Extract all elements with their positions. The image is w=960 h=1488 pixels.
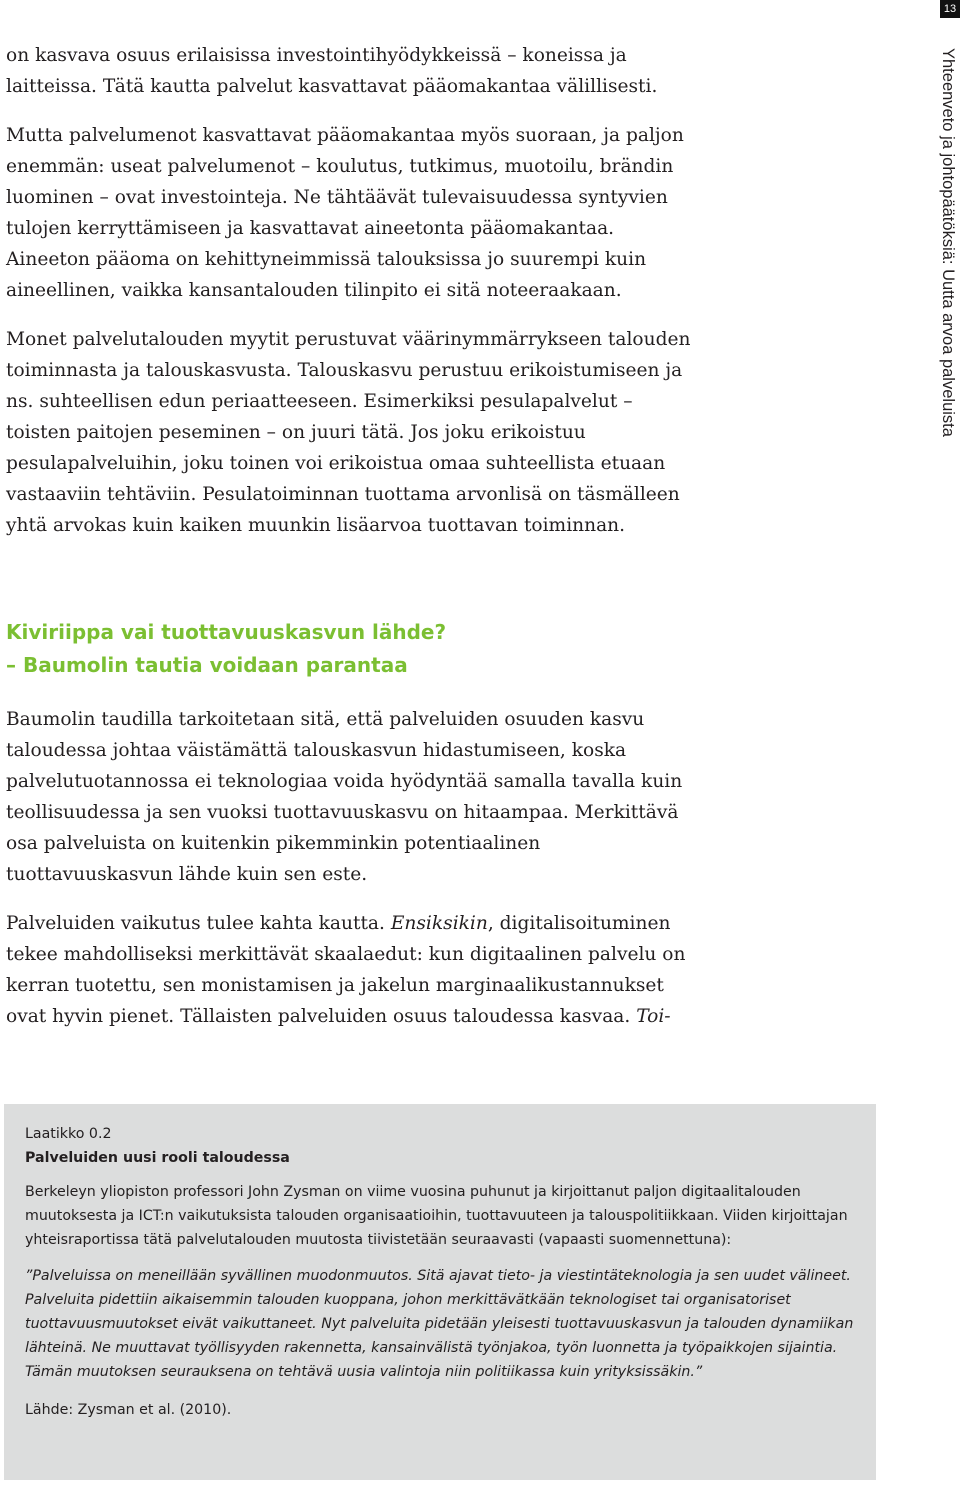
section-heading: [6, 616, 696, 682]
box-quote: ”Palveluissa on meneillään syvällinen muodonmuutos. Sitä ajavat tieto- ja viestintäteknologia ja sen uudet välineet. Palveluita pidettiin aikaisemmin talouden kuoppana, johon merkittävätkään teknologiset tai organisatoriset tuottavuusmuutokset eivät vaikuttaneet. Nyt palveluita pidetään yleisesti tuottavuuskasvun ja talouden dynamiikan lähteinä. Ne muuttavat työllisyyden rakennetta, kansainvälistä työnjakoa, työn luonnetta ja työpaikkojen sijaintia. Tämän muutoksen seurauksena on tehtävä uusia valintoja niin politiikassa kuin yrityksissäkin.”: [25, 1268, 854, 1380]
paragraph-text: , digitalisoituminen tekee mahdolliseksi merkittävät skaalaedut: kun digitaalinen palvelu on kerran tuotettu, sen monistamisen ja jakelun marginaalikustannukset ovat hyvin pienet. Tällaisten palveluiden osuus taloudessa kasvaa.: [6, 913, 686, 1027]
box-title: Palveluiden uusi rooli taloudessa: [25, 1150, 290, 1166]
paragraph: Monet palvelutalouden myytit perustuvat väärinymmärrykseen talouden toiminnasta ja talouskasvusta. Talouskasvu perustuu erikoistumiseen ja ns. suhteellisen edun periaatteeseen. Esimerkiksi pesulapalvelut – toisten paitojen peseminen – on juuri tätä. Jos joku erikoistuu pesulapalveluihin, joku toinen voi erikoistua omaa suhteellista etuaan vastaaviin tehtäviin. Pesulatoiminnan tuottama arvonlisä on täsmälleen yhtä arvokas kuin kaiken muunkin lisäarvoa tuottavan toiminnan.: [6, 329, 691, 536]
section-body: [6, 704, 696, 1050]
section-heading-line-1: Kiviriippa vai tuottavuuskasvun lähde?: [6, 620, 447, 644]
page-number: 13: [940, 0, 960, 18]
box-label: Laatikko 0.2: [25, 1126, 112, 1142]
running-section-title: Yhteenveto ja johtopäätöksiä: Uutta arvoa palveluista: [939, 48, 957, 437]
box-source: Lähde: Zysman et al. (2010).: [25, 1402, 232, 1418]
paragraph: [6, 908, 696, 1032]
emphasis: Ensiksikin: [390, 913, 488, 934]
body-text: [6, 40, 696, 559]
paragraph-text: Palveluiden vaikutus tulee kahta kautta.: [6, 913, 391, 934]
info-box-content: [25, 1122, 855, 1422]
paragraph: Mutta palvelumenot kasvattavat pääomakantaa myös suoraan, ja paljon enemmän: useat palvelumenot – koulutus, tutkimus, muotoilu, brändin luominen – ovat investointeja. Ne tähtäävät tulevaisuudessa syntyvien tulojen kerryttämiseen ja kasvattavat aineetonta pääomakantaa. Aineeton pääoma on kehittyneimmissä talouksissa jo suurempi kuin aineellinen, vaikka kansantalouden tilinpito ei sitä noteeraakaan.: [6, 125, 684, 301]
paragraph: on kasvava osuus erilaisissa investointihyödykkeissä – koneissa ja laitteissa. Tätä kautta palvelut kasvattavat pääomakantaa välillisesti.: [6, 45, 658, 97]
paragraph: Baumolin taudilla tarkoitetaan sitä, että palveluiden osuuden kasvu taloudessa johtaa väistämättä talouskasvun hidastumiseen, koska palvelutuotannossa ei teknologiaa voida hyödyntää samalla tavalla kuin teollisuudessa ja sen vuoksi tuottavuuskasvu on hitaampaa. Merkittävä osa palveluista on kuitenkin pikemminkin potentiaalinen tuottavuuskasvun lähde kuin sen este.: [6, 709, 683, 885]
emphasis: Toi-: [636, 1006, 671, 1027]
info-box: [4, 1104, 876, 1480]
section-heading-line-2: – Baumolin tautia voidaan parantaa: [6, 653, 408, 677]
section: [6, 616, 696, 682]
box-paragraph: Berkeleyn yliopiston professori John Zysman on viime vuosina puhunut ja kirjoittanut paljon digitaalitalouden muutoksesta ja ICT:n vaikutuksista talouden organisaatioihin, tuottavuuteen ja talouspolitiikkaan. Viiden kirjoittajan yhteisraportissa tätä palvelutalouden muutosta tiivistetään seuraavasti (vapaasti suomennettuna):: [25, 1184, 848, 1248]
